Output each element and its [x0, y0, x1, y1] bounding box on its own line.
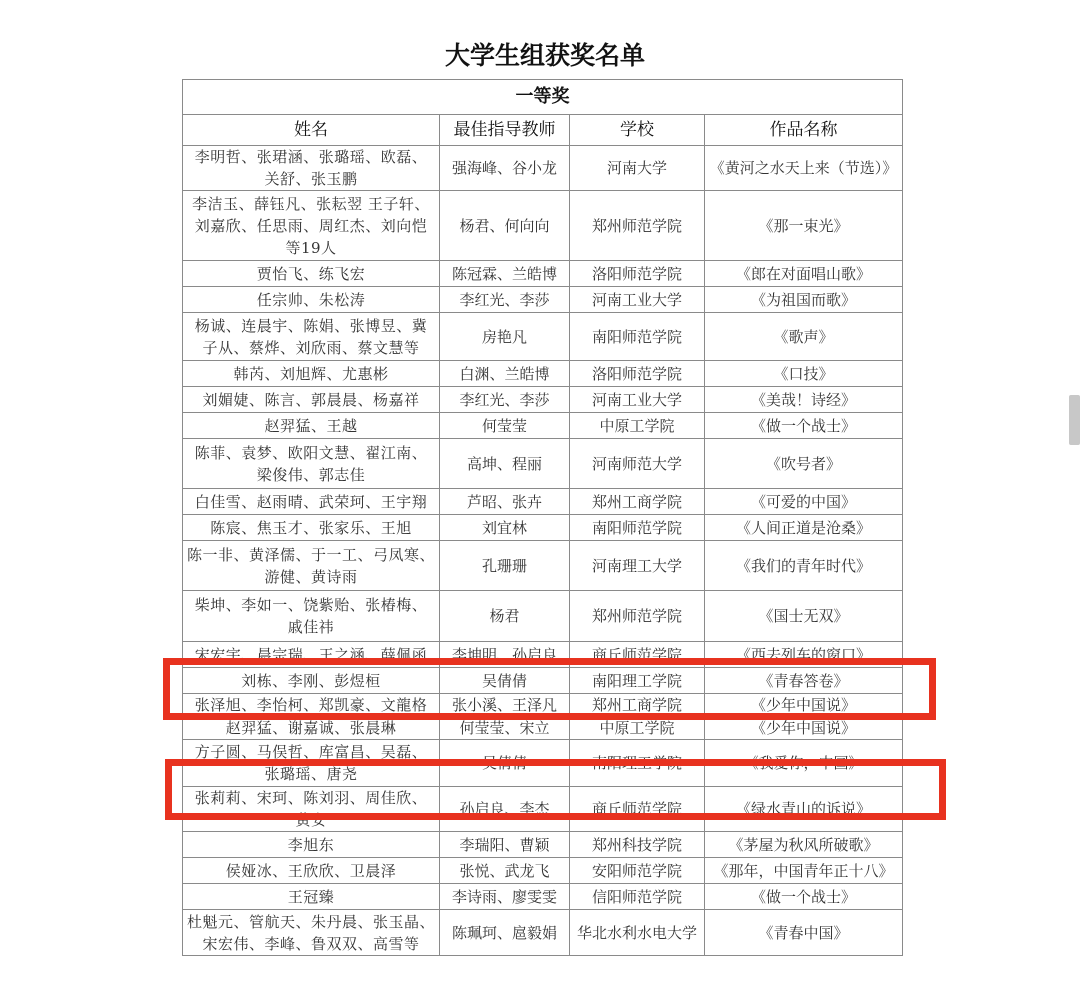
header-teacher: 最佳指导教师: [440, 115, 570, 146]
table-row: [183, 832, 903, 858]
table-row: [183, 515, 903, 541]
table-row: [183, 361, 903, 387]
cell-work: 《郎在对面唱山歌》: [705, 261, 903, 287]
cell-names: [183, 694, 440, 717]
cell-names: [183, 191, 440, 261]
cell-teacher: 张小溪、王泽凡: [440, 694, 570, 717]
cell-school: 中原工学院: [570, 413, 705, 439]
table-body: [183, 146, 903, 956]
table-row: [183, 541, 903, 591]
cell-school: 信阳师范学院: [570, 884, 705, 910]
cell-names: [183, 832, 440, 858]
cell-teacher: 陈珮珂、扈毅娟: [440, 910, 570, 956]
cell-teacher: 何莹莹、宋立: [440, 717, 570, 740]
cell-work: 《黄河之水天上来（节选）》: [705, 146, 903, 191]
name-line: 柴坤、李如一、饶紫贻、张椿梅、: [194, 596, 428, 614]
cell-teacher: 杨君: [440, 591, 570, 642]
cell-school: 南阳理工学院: [570, 668, 705, 694]
cell-names: [183, 489, 440, 515]
cell-work: 《绿水青山的诉说》: [705, 787, 903, 832]
cell-school: 郑州工商学院: [570, 694, 705, 717]
cell-names: [183, 717, 440, 740]
scrollbar-handle[interactable]: [1069, 395, 1080, 445]
cell-work: 《人间正道是沧桑》: [705, 515, 903, 541]
cell-teacher: 陈冠霖、兰皓博: [440, 261, 570, 287]
award-table: [182, 79, 903, 956]
header-name: 姓名: [183, 115, 440, 146]
name-line: 等19人: [285, 238, 337, 257]
cell-work: 《西去列车的窗口》: [705, 642, 903, 668]
cell-school: 郑州师范学院: [570, 591, 705, 642]
cell-names: [183, 515, 440, 541]
cell-names: [183, 287, 440, 313]
cell-teacher: 吴倩倩: [440, 668, 570, 694]
name-line: 宋宏宇、晨宗瑞、王之涵、薛佩函: [194, 645, 428, 664]
page-title: 大学生组获奖名单: [444, 41, 645, 70]
tier-heading: 一等奖: [183, 80, 903, 115]
name-line: 方子圆、马俣哲、库富昌、吴磊、: [194, 743, 428, 761]
cell-names: [183, 313, 440, 361]
cell-teacher: 吴倩倩: [440, 740, 570, 787]
cell-teacher: 李红光、李莎: [440, 287, 570, 313]
name-line: 陈一非、黄泽儒、于一工、弓凤寒、: [186, 545, 435, 564]
cell-work: 《少年中国说》: [705, 717, 903, 740]
table-row: [183, 884, 903, 910]
name-line: 黄安: [295, 811, 327, 829]
cell-work: 《可爱的中国》: [705, 489, 903, 515]
cell-work: 《那年，中国青年正十八》: [705, 858, 903, 884]
cell-teacher: 何莹莹: [440, 413, 570, 439]
table-row: [183, 668, 903, 694]
cell-teacher: 强海峰、谷小龙: [440, 146, 570, 191]
cell-teacher: 张悦、武龙飞: [440, 858, 570, 884]
name-line: 杜魁元、管航天、朱丹晨、张玉晶、: [186, 912, 435, 931]
cell-school: 洛阳师范学院: [570, 261, 705, 287]
cell-names: [183, 787, 440, 832]
table-row: [183, 287, 903, 313]
cell-school: 河南理工大学: [570, 541, 705, 591]
cell-work: 《我们的青年时代》: [705, 541, 903, 591]
cell-teacher: 李坤明、孙启良: [440, 642, 570, 668]
name-line: 白佳雪、赵雨晴、武荣珂、王宇翔: [194, 492, 428, 511]
cell-work: 《我爱你，中国》: [705, 740, 903, 787]
name-line: 关舒、张玉鹏: [264, 170, 358, 188]
cell-names: [183, 668, 440, 694]
cell-work: 《吹号者》: [705, 439, 903, 489]
cell-work: 《国士无双》: [705, 591, 903, 642]
name-line: 王冠臻: [287, 887, 335, 906]
cell-school: 南阳师范学院: [570, 515, 705, 541]
cell-teacher: 白渊、兰皓博: [440, 361, 570, 387]
cell-school: 华北水利水电大学: [570, 910, 705, 956]
table-row: [183, 439, 903, 489]
cell-school: 商丘师范学院: [570, 787, 705, 832]
cell-work: 《为祖国而歌》: [705, 287, 903, 313]
cell-school: 南阳师范学院: [570, 313, 705, 361]
cell-school: 郑州科技学院: [570, 832, 705, 858]
cell-school: 河南大学: [570, 146, 705, 191]
header-school: 学校: [570, 115, 705, 146]
cell-names: [183, 413, 440, 439]
cell-work: 《茅屋为秋风所破歌》: [705, 832, 903, 858]
name-line: 赵羿猛、谢嘉诚、张晨琳: [225, 719, 397, 737]
name-line: 子从、蔡烨、刘欣雨、蔡文慧等: [202, 338, 420, 357]
name-line: 游健、黄诗雨: [264, 567, 358, 586]
cell-teacher: 芦昭、张卉: [440, 489, 570, 515]
cell-names: [183, 361, 440, 387]
header-work: 作品名称: [705, 115, 903, 146]
table-row: [183, 261, 903, 287]
cell-names: [183, 261, 440, 287]
table-row: [183, 740, 903, 787]
table-row: [183, 717, 903, 740]
cell-work: 《少年中国说》: [705, 694, 903, 717]
table-row: [183, 387, 903, 413]
cell-work: 《青春中国》: [705, 910, 903, 956]
name-line: 刘嘉欣、任思雨、周红杰、刘向恺: [194, 216, 428, 235]
cell-school: 南阳理工学院: [570, 740, 705, 787]
cell-school: 郑州工商学院: [570, 489, 705, 515]
name-line: 陈宸、焦玉才、张家乐、王旭: [210, 518, 412, 537]
table-row: [183, 146, 903, 191]
table-row: [183, 642, 903, 668]
cell-teacher: 高坤、程丽: [440, 439, 570, 489]
cell-names: [183, 884, 440, 910]
cell-names: [183, 591, 440, 642]
table-row: [183, 910, 903, 956]
name-line: 贾怡飞、练飞宏: [256, 264, 366, 283]
table-row: [183, 787, 903, 832]
cell-teacher: 李红光、李莎: [440, 387, 570, 413]
name-line: 张璐瑶、唐尧: [264, 765, 358, 783]
cell-names: [183, 387, 440, 413]
cell-work: 《做一个战士》: [705, 413, 903, 439]
cell-work: 《口技》: [705, 361, 903, 387]
name-line: 张莉莉、宋珂、陈刘羽、周佳欣、: [194, 789, 428, 807]
name-line: 杨诚、连晨宇、陈娟、张博昱、冀: [194, 316, 428, 335]
cell-school: 郑州师范学院: [570, 191, 705, 261]
name-line: 韩芮、刘旭辉、尤惠彬: [233, 364, 389, 383]
table-row: [183, 191, 903, 261]
cell-work: 《青春答卷》: [705, 668, 903, 694]
cell-names: [183, 541, 440, 591]
name-line: 宋宏伟、李峰、鲁双双、高雪等: [202, 934, 420, 953]
cell-names: [183, 740, 440, 787]
table-row: [183, 694, 903, 717]
cell-school: 中原工学院: [570, 717, 705, 740]
name-line: 李旭东: [287, 835, 335, 854]
cell-school: 河南工业大学: [570, 287, 705, 313]
cell-school: 河南师范大学: [570, 439, 705, 489]
name-line: 陈菲、袁梦、欧阳文慧、翟江南、: [194, 443, 428, 462]
cell-school: 洛阳师范学院: [570, 361, 705, 387]
name-line: 赵羿猛、王越: [264, 416, 358, 435]
name-line: 李洁玉、薛钰凡、张耘翌 王子轩、: [192, 194, 430, 213]
cell-teacher: 刘宜林: [440, 515, 570, 541]
cell-school: 河南工业大学: [570, 387, 705, 413]
name-line: 任宗帅、朱松涛: [256, 290, 366, 309]
cell-work: 《歌声》: [705, 313, 903, 361]
cell-teacher: 李诗雨、廖雯雯: [440, 884, 570, 910]
cell-names: [183, 146, 440, 191]
cell-names: [183, 910, 440, 956]
table-row: [183, 858, 903, 884]
cell-work: 《美哉！诗经》: [705, 387, 903, 413]
name-line: 梁俊伟、郭志佳: [256, 465, 366, 484]
name-line: 刘栋、李刚、彭煜桓: [241, 671, 381, 690]
cell-teacher: 房艳凡: [440, 313, 570, 361]
table-row: [183, 413, 903, 439]
name-line: 侯娅冰、王欣欣、卫晨泽: [225, 861, 397, 880]
cell-names: [183, 439, 440, 489]
cell-names: [183, 858, 440, 884]
name-line: 李明哲、张珺涵、张璐瑶、欧磊、: [194, 148, 428, 166]
table-row: [183, 489, 903, 515]
cell-work: 《做一个战士》: [705, 884, 903, 910]
cell-teacher: 孙启良、李杰: [440, 787, 570, 832]
cell-teacher: 孔珊珊: [440, 541, 570, 591]
name-line: 刘媚婕、陈言、郭晨晨、杨嘉祥: [202, 390, 420, 409]
name-line: 张泽旭、李怡柯、郑凯豪、文龍格: [194, 696, 428, 714]
table-row: [183, 313, 903, 361]
table-row: [183, 591, 903, 642]
cell-school: 安阳师范学院: [570, 858, 705, 884]
cell-teacher: 杨君、何向向: [440, 191, 570, 261]
cell-work: 《那一束光》: [705, 191, 903, 261]
cell-school: 商丘师范学院: [570, 642, 705, 668]
name-line: 戚佳祎: [287, 618, 335, 636]
cell-teacher: 李瑞阳、曹颖: [440, 832, 570, 858]
cell-names: [183, 642, 440, 668]
